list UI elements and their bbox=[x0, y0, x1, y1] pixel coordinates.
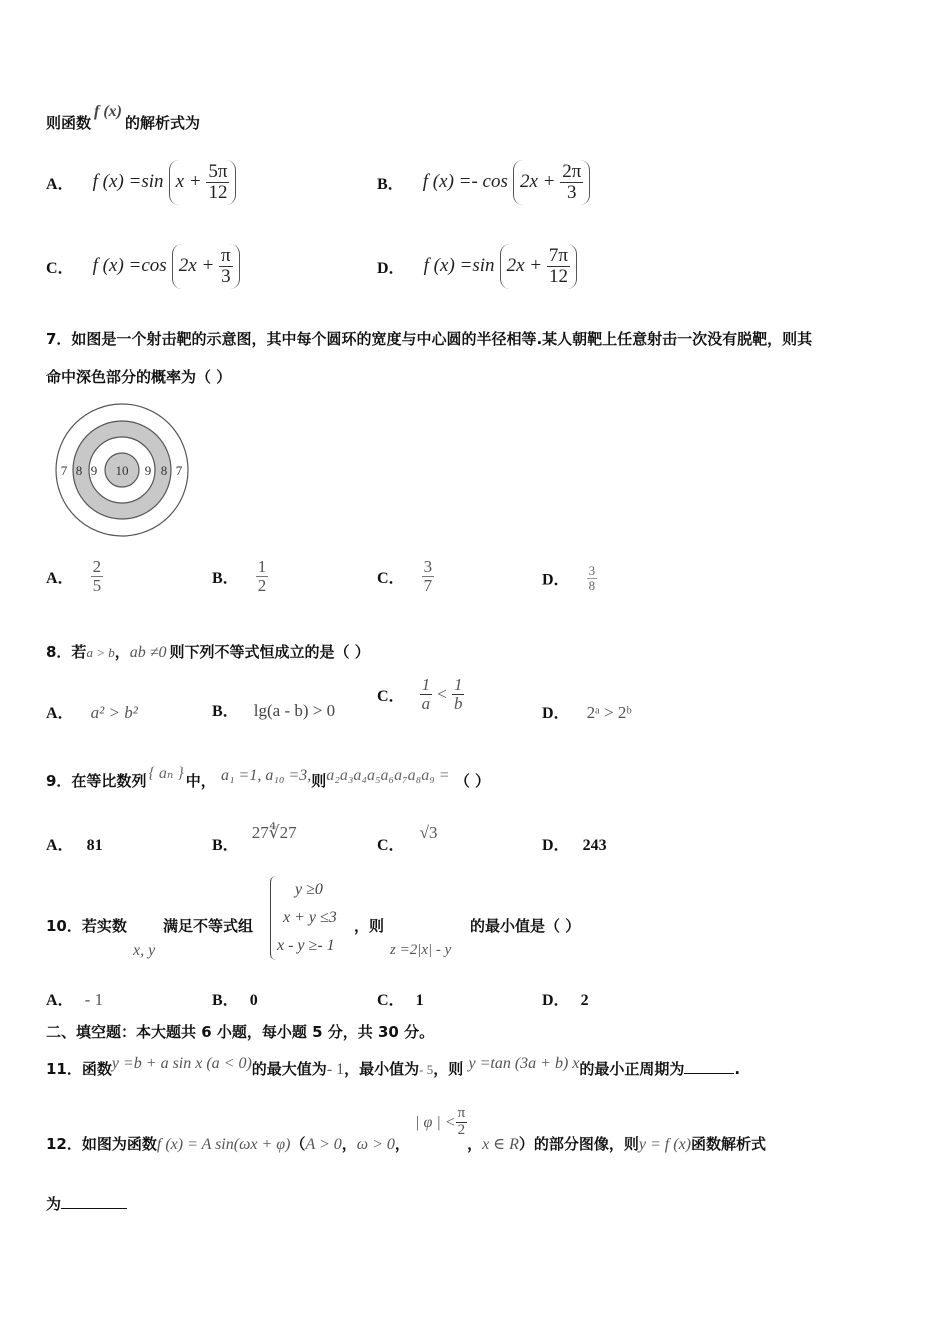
q9-option-d[interactable]: D． 243 bbox=[542, 837, 607, 854]
q10-mid: 满足不等式组 bbox=[163, 917, 254, 935]
q8-stem: 8．若a > b，ab ≠0 则下列不等式恒成立的是（ ） bbox=[46, 643, 370, 661]
q7-stem-line1: 7．如图是一个射击靶的示意图，其中每个圆环的宽度与中心圆的半径相等.某人朝靶上任意射击一次没有脱靶，则其 bbox=[46, 330, 813, 348]
target-label: 9 bbox=[144, 463, 152, 478]
q6-option-d[interactable]: D． f (x) =sin 2x + $\frac{7\pi}{12}$ bbox=[377, 244, 577, 289]
fraction: $\frac{\pi}{3}$ bbox=[221, 245, 231, 287]
q9-option-b[interactable]: B． 27∜27 bbox=[212, 823, 297, 854]
paren-group: 2x + $\frac{7\pi}{12}$ bbox=[500, 244, 577, 289]
target-label: 9 bbox=[90, 463, 98, 478]
target-label: 7 bbox=[60, 463, 68, 478]
fraction: $\frac{3}{7}$ bbox=[423, 557, 433, 595]
fraction: $\frac{1}{a}$ bbox=[421, 675, 431, 713]
paren-group: x + $\frac{5\pi}{12}$ bbox=[169, 160, 237, 205]
fraction: $\frac{2\pi}{3}$ bbox=[562, 161, 582, 203]
q10-option-a[interactable]: A． - 1 bbox=[46, 990, 104, 1009]
q11-stem: 11．函数y =b + a sin x (a < 0)的最大值为- 1，最小值为- 5，则 y =tan (3a + b) x的最小正周期为 . bbox=[46, 1055, 741, 1078]
q8-option-d[interactable]: D． 2ᵃ > 2ᵇ bbox=[542, 703, 632, 722]
q6-stem: 则函数f (x)的解析式为 bbox=[46, 103, 201, 132]
q6-fx: f (x) bbox=[94, 103, 122, 120]
q6-option-b[interactable]: B． f (x) =- cos 2x + $\frac{2\pi}{3}$ bbox=[377, 160, 590, 205]
fraction: $\frac{5\pi}{12}$ bbox=[208, 161, 228, 203]
target-label: 10 bbox=[115, 463, 129, 478]
q7-option-c[interactable]: C． $\frac{3}{7}$ bbox=[377, 557, 433, 595]
q10-inequality-system: y ≥0 x + y ≤3 x - y ≥- 1 bbox=[270, 876, 337, 960]
fraction: $\frac{\pi}{2}$ bbox=[457, 1105, 466, 1138]
q7-option-a[interactable]: A． $\frac{2}{5}$ bbox=[46, 557, 102, 595]
q7-stem-line2: 命中深色部分的概率为（ ） bbox=[46, 368, 232, 386]
section-heading: 二、填空题：本大题共 6 小题，每小题 5 分，共 30 分。 bbox=[46, 1023, 435, 1041]
q9-option-a[interactable]: A． 81 bbox=[46, 837, 103, 854]
q8-option-a[interactable]: A． a² > b² bbox=[46, 703, 138, 722]
answer-blank[interactable] bbox=[61, 1208, 127, 1209]
shooting-target-figure bbox=[54, 402, 190, 538]
q10-then: ，则 bbox=[354, 917, 385, 935]
paren-group: 2x + $\frac{\pi}{3}$ bbox=[172, 244, 240, 289]
q8-option-b[interactable]: B． lg(a - b) > 0 bbox=[212, 701, 336, 720]
q9-option-c[interactable]: C． √3 bbox=[377, 823, 438, 854]
q10-option-d[interactable]: D． 2 bbox=[542, 992, 589, 1009]
q10-option-b[interactable]: B． 0 bbox=[212, 992, 258, 1009]
q10-tail: 的最小值是（ ） bbox=[470, 917, 581, 935]
fraction: $\frac{1}{b}$ bbox=[453, 675, 463, 713]
fraction: $\frac{1}{2}$ bbox=[257, 557, 267, 595]
fraction: $\frac{7\pi}{12}$ bbox=[548, 245, 568, 287]
q7-option-b[interactable]: B． $\frac{1}{2}$ bbox=[212, 557, 267, 595]
q10-vars: x, y bbox=[133, 942, 156, 959]
q10-z: z =2|x| - y bbox=[390, 942, 452, 958]
paren-group: 2x + $\frac{2\pi}{3}$ bbox=[513, 160, 590, 205]
answer-blank[interactable] bbox=[684, 1073, 734, 1074]
target-label: 8 bbox=[75, 463, 83, 478]
fraction: $\frac{3}{8}$ bbox=[588, 563, 596, 593]
q10-option-c[interactable]: C． 1 bbox=[377, 992, 424, 1009]
target-label: 7 bbox=[175, 463, 183, 478]
q8-option-c[interactable]: C． $\frac{1}{a}$ < $\frac{1}{b}$ bbox=[377, 675, 463, 713]
q6-option-a[interactable]: A． f (x) =sin x + $\frac{5\pi}{12}$ bbox=[46, 160, 236, 205]
fraction: $\frac{2}{5}$ bbox=[92, 557, 102, 595]
q6-option-c[interactable]: C． f (x) =cos 2x + $\frac{\pi}{3}$ bbox=[46, 244, 240, 289]
q12-stem: 12．如图为函数f (x) = A sin(ωx + φ)（A > 0，ω > 0， | φ | < $\frac{\pi}{2}$ ，x ∈ R）的部分图像，则y = f (x)函数解析式 bbox=[46, 1105, 767, 1153]
q7-option-d[interactable]: D． $\frac{3}{8}$ bbox=[542, 563, 596, 593]
q12-line2: 为 bbox=[46, 1193, 127, 1214]
q10-stem-prefix: 10．若实数 bbox=[46, 917, 127, 935]
q9-stem: 9．在等比数列 { aₙ } 中， a₁ =1, a₁₀ =3,则a₂a₃a₄a₅a₆a₇a₈a₉ = （ ） bbox=[46, 765, 491, 790]
target-label: 8 bbox=[160, 463, 168, 478]
